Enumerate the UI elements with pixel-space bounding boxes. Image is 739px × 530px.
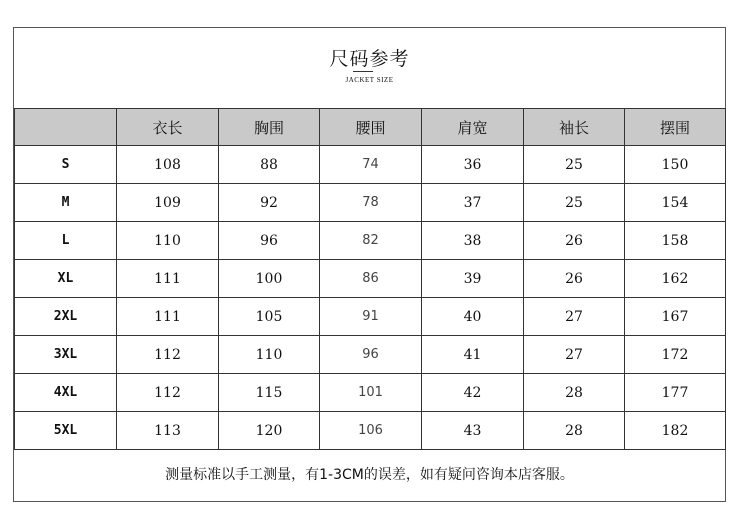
table-cell: 40 bbox=[422, 298, 524, 336]
table-cell: 110 bbox=[219, 336, 320, 374]
table-body bbox=[15, 146, 726, 450]
size-label-cell: L bbox=[15, 222, 117, 260]
header-cell: 袖长 bbox=[524, 109, 625, 146]
header-cell-size bbox=[15, 109, 117, 146]
size-label-cell: 2XL bbox=[15, 298, 117, 336]
table-cell: 111 bbox=[117, 260, 219, 298]
table-cell: 41 bbox=[422, 336, 524, 374]
title-divider bbox=[353, 71, 373, 72]
table-cell: 26 bbox=[524, 260, 625, 298]
size-chart-header bbox=[14, 28, 725, 108]
size-label-cell: 3XL bbox=[15, 336, 117, 374]
table-cell: 38 bbox=[422, 222, 524, 260]
table-cell: 88 bbox=[219, 146, 320, 184]
table-cell: 113 bbox=[117, 412, 219, 450]
table-cell: 78 bbox=[320, 184, 422, 222]
table-cell: 91 bbox=[320, 298, 422, 336]
table-cell: 27 bbox=[524, 336, 625, 374]
table-cell: 101 bbox=[320, 374, 422, 412]
table-row bbox=[15, 336, 726, 374]
table-cell: 26 bbox=[524, 222, 625, 260]
table-row bbox=[15, 222, 726, 260]
table-cell: 150 bbox=[625, 146, 726, 184]
table-row bbox=[15, 184, 726, 222]
table-cell: 43 bbox=[422, 412, 524, 450]
table-row bbox=[15, 374, 726, 412]
size-chart-frame bbox=[13, 27, 726, 502]
size-label-cell: 4XL bbox=[15, 374, 117, 412]
table-cell: 28 bbox=[524, 374, 625, 412]
table-cell: 105 bbox=[219, 298, 320, 336]
table-row bbox=[15, 260, 726, 298]
chart-title: 尺码参考 bbox=[329, 48, 410, 70]
table-cell: 182 bbox=[625, 412, 726, 450]
table-cell: 177 bbox=[625, 374, 726, 412]
table-cell: 154 bbox=[625, 184, 726, 222]
size-label-cell: M bbox=[15, 184, 117, 222]
table-cell: 115 bbox=[219, 374, 320, 412]
table-row bbox=[15, 146, 726, 184]
header-cell: 衣长 bbox=[117, 109, 219, 146]
header-cell: 胸围 bbox=[219, 109, 320, 146]
table-cell: 167 bbox=[625, 298, 726, 336]
table-cell: 25 bbox=[524, 184, 625, 222]
table-cell: 74 bbox=[320, 146, 422, 184]
table-cell: 37 bbox=[422, 184, 524, 222]
size-label-cell: S bbox=[15, 146, 117, 184]
table-cell: 86 bbox=[320, 260, 422, 298]
table-cell: 112 bbox=[117, 374, 219, 412]
size-table bbox=[14, 108, 726, 450]
table-cell: 106 bbox=[320, 412, 422, 450]
table-cell: 108 bbox=[117, 146, 219, 184]
table-row bbox=[15, 412, 726, 450]
table-row bbox=[15, 298, 726, 336]
size-label-cell: XL bbox=[15, 260, 117, 298]
table-cell: 109 bbox=[117, 184, 219, 222]
table-header-row bbox=[15, 109, 726, 146]
table-cell: 111 bbox=[117, 298, 219, 336]
header-cell: 肩宽 bbox=[422, 109, 524, 146]
measurement-note: 测量标准以手工测量，有1-3CM的误差，如有疑问咨询本店客服。 bbox=[165, 467, 574, 483]
table-cell: 82 bbox=[320, 222, 422, 260]
table-cell: 92 bbox=[219, 184, 320, 222]
table-cell: 96 bbox=[320, 336, 422, 374]
table-cell: 36 bbox=[422, 146, 524, 184]
table-cell: 96 bbox=[219, 222, 320, 260]
table-cell: 28 bbox=[524, 412, 625, 450]
header-cell: 摆围 bbox=[625, 109, 726, 146]
table-cell: 158 bbox=[625, 222, 726, 260]
table-cell: 42 bbox=[422, 374, 524, 412]
table-cell: 172 bbox=[625, 336, 726, 374]
table-cell: 110 bbox=[117, 222, 219, 260]
size-label-cell: 5XL bbox=[15, 412, 117, 450]
table-cell: 162 bbox=[625, 260, 726, 298]
table-cell: 120 bbox=[219, 412, 320, 450]
table-cell: 100 bbox=[219, 260, 320, 298]
table-cell: 27 bbox=[524, 298, 625, 336]
table-cell: 39 bbox=[422, 260, 524, 298]
chart-subtitle: JACKET SIZE bbox=[345, 76, 394, 84]
table-cell: 25 bbox=[524, 146, 625, 184]
table-cell: 112 bbox=[117, 336, 219, 374]
header-cell: 腰围 bbox=[320, 109, 422, 146]
